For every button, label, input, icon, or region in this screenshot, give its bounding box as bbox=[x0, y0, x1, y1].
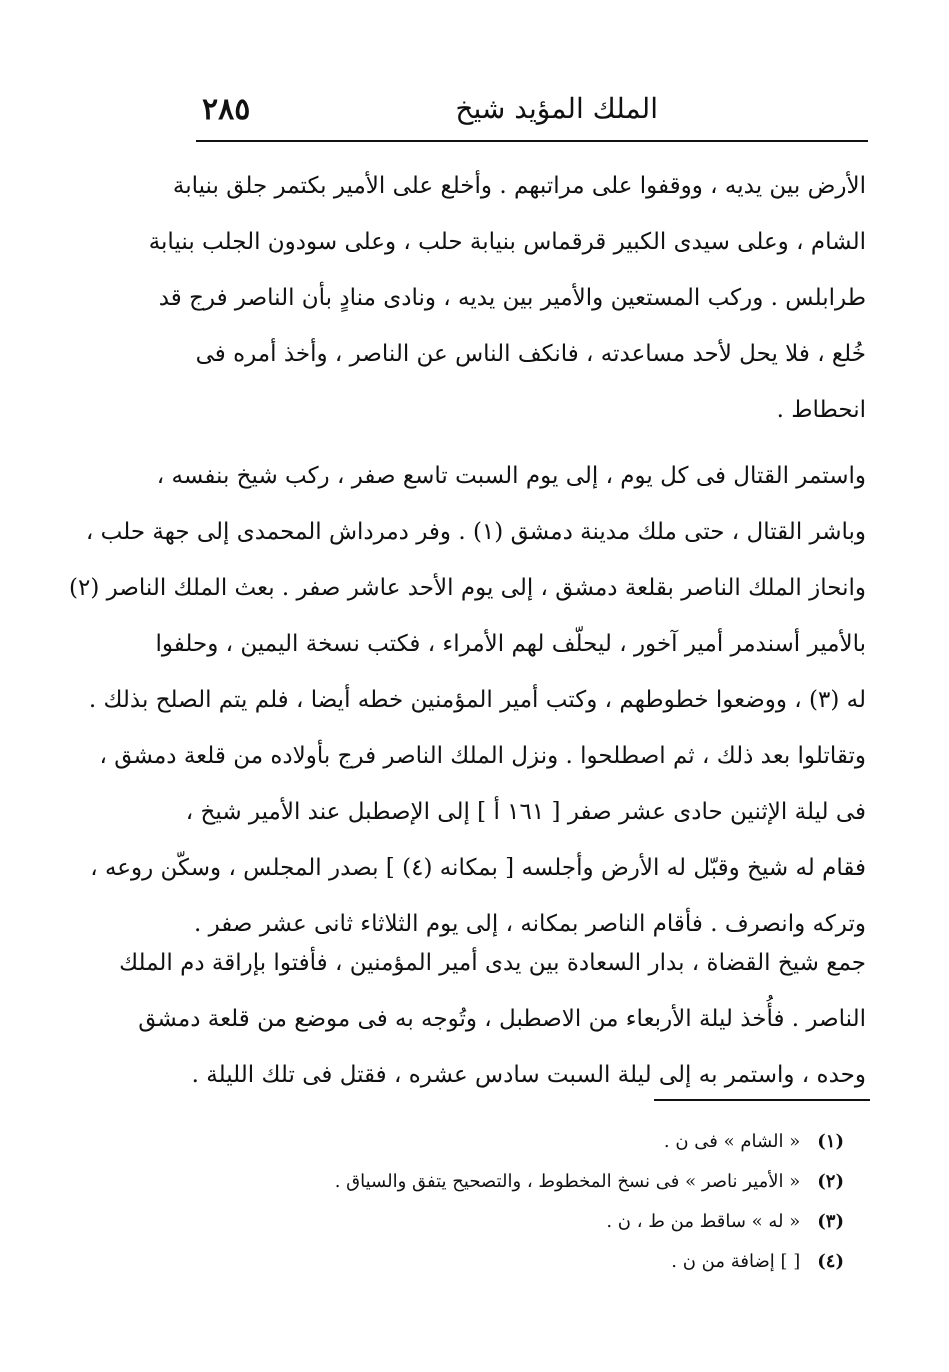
footnote-text: « له » ساقط من ط ، ن . bbox=[606, 1211, 801, 1232]
text-line: وتركه وانصرف . فأقام الناصر بمكانه ، إلى يوم الثلاثاء ثانى عشر صفر . bbox=[193, 911, 866, 937]
footnote-number: (١) bbox=[817, 1131, 844, 1152]
text-line: وحده ، واستمر به إلى ليلة السبت سادس عشره ، فقتل فى تلك الليلة . bbox=[191, 1062, 866, 1088]
text-line: طرابلس . وركب المستعين والأمير بين يديه ، ونادى منادٍ بأن الناصر فرج قد bbox=[158, 285, 866, 311]
footnotes bbox=[300, 1122, 844, 1282]
paragraph-2 bbox=[69, 448, 866, 952]
footnote bbox=[300, 1122, 844, 1162]
text-line: فى ليلة الإثنين حادى عشر صفر [ ١٦١ أ ] إلى الإصطبل عند الأمير شيخ ، bbox=[185, 799, 866, 825]
footnote-number: (٤) bbox=[817, 1251, 844, 1272]
text-line: وباشر القتال ، حتى ملك مدينة دمشق (١) . وفر دمرداش المحمدى إلى جهة حلب ، bbox=[85, 519, 866, 545]
text-line: الأرض بين يديه ، ووقفوا على مراتبهم . وأخلع على الأمير بكتمر جلق بنيابة bbox=[172, 173, 866, 199]
text-line: له (٣) ، ووضعوا خطوطهم ، وكتب أمير المؤمنين خطه أيضا ، فلم يتم الصلح بذلك . bbox=[88, 687, 866, 713]
footnote-rule bbox=[654, 1099, 870, 1101]
footnote bbox=[300, 1162, 844, 1202]
paragraph-1 bbox=[148, 158, 866, 438]
page-header bbox=[196, 88, 868, 132]
text-line: خُلع ، فلا يحل لأحد مساعدته ، فانكف الناس عن الناصر ، وأخذ أمره فى bbox=[195, 341, 866, 367]
text-line: واستمر القتال فى كل يوم ، إلى يوم السبت تاسع صفر ، ركب شيخ بنفسه ، bbox=[156, 463, 866, 489]
text-line: الناصر . فأُخذ ليلة الأربعاء من الاصطبل ، وتُوجه به فى موضع من قلعة دمشق bbox=[138, 1006, 866, 1032]
footnote bbox=[300, 1202, 844, 1242]
text-line: انحطاط . bbox=[776, 397, 866, 423]
footnote-text: « الأمير ناصر » فى نسخ المخطوط ، والتصحيح يتفق والسياق . bbox=[334, 1171, 801, 1192]
footnote-number: (٢) bbox=[817, 1171, 844, 1192]
footnote-number: (٣) bbox=[817, 1211, 844, 1232]
text-line: فقام له شيخ وقبّل له الأرض وأجلسه [ بمكانه (٤) ] بصدر المجلس ، وسكّن روعه ، bbox=[90, 855, 866, 881]
text-line: بالأمير أسندمر أمير آخور ، ليحلّف لهم الأمراء ، فكتب نسخة اليمين ، وحلفوا bbox=[155, 631, 866, 657]
paragraph-3 bbox=[119, 935, 866, 1103]
page-number: ٢٨٥ bbox=[202, 92, 251, 127]
text-line: الشام ، وعلى سيدى الكبير قرقماس بنيابة حلب ، وعلى سودون الجلب بنيابة bbox=[148, 229, 866, 255]
running-title: الملك المؤيد شيخ bbox=[455, 92, 658, 125]
text-line: وانحاز الملك الناصر بقلعة دمشق ، إلى يوم الأحد عاشر صفر . بعث الملك الناصر (٢) bbox=[69, 575, 866, 601]
footnote-text: « الشام » فى ن . bbox=[663, 1131, 801, 1152]
text-line: وتقاتلوا بعد ذلك ، ثم اصطلحوا . ونزل الملك الناصر فرج بأولاده من قلعة دمشق ، bbox=[99, 743, 866, 769]
text-line: جمع شيخ القضاة ، بدار السعادة بين يدى أمير المؤمنين ، فأفتوا بإراقة دم الملك bbox=[119, 950, 866, 976]
footnote bbox=[300, 1242, 844, 1282]
footnote-text: [ ] إضافة من ن . bbox=[671, 1251, 801, 1272]
header-rule bbox=[196, 140, 868, 142]
